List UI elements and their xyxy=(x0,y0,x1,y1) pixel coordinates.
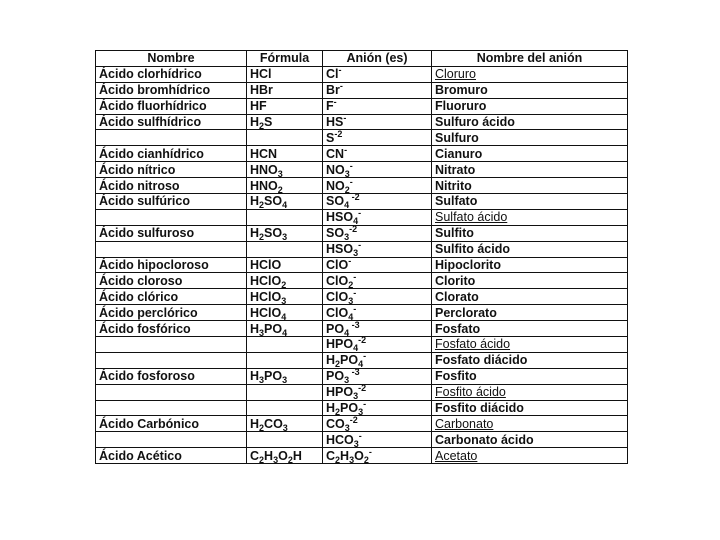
table-row xyxy=(96,273,628,289)
anion-name-text: Sulfato xyxy=(435,194,478,209)
subscript: 3 xyxy=(282,375,288,385)
table-row xyxy=(96,352,628,368)
charge-superscript: - xyxy=(358,431,362,441)
acid-name: Ácido cloroso xyxy=(96,273,247,289)
anion-formula xyxy=(323,448,432,464)
subscript: 4 xyxy=(281,311,287,321)
anion-name xyxy=(432,114,628,130)
formula-text: Br xyxy=(326,83,340,98)
acids-anions-table xyxy=(95,50,628,464)
formula-text: ClO xyxy=(326,273,349,288)
anion-name-text: Fosfato diácido xyxy=(435,353,528,368)
anion-name xyxy=(432,257,628,273)
table-row xyxy=(96,146,628,162)
anion-name xyxy=(432,368,628,384)
formula-text: C xyxy=(250,448,260,463)
formula-text: SO xyxy=(326,226,345,241)
formula-text: PO xyxy=(264,321,283,336)
table-row xyxy=(96,289,628,305)
acid-name xyxy=(96,337,247,353)
anion-name-text: Fosfito ácido xyxy=(435,385,506,400)
subscript: 2 xyxy=(281,279,287,289)
anion-formula xyxy=(323,82,432,98)
charge-superscript: - xyxy=(363,400,367,410)
formula-text: HClO xyxy=(250,258,282,273)
table-row xyxy=(96,416,628,432)
table-row xyxy=(96,130,628,146)
acid-name xyxy=(96,209,247,225)
acid-formula xyxy=(247,257,323,273)
acid-name: Ácido clorhídrico xyxy=(96,66,247,82)
subscript: 3 xyxy=(282,422,288,432)
anion-name-text: Cianuro xyxy=(435,146,483,161)
acid-name: Ácido sulfúrico xyxy=(96,194,247,210)
table-row xyxy=(96,448,628,464)
anion-name xyxy=(432,352,628,368)
formula-text: C xyxy=(326,448,336,463)
formula-text: SO xyxy=(264,226,283,241)
anion-name-text: Nitrito xyxy=(435,178,472,193)
charge-superscript: - xyxy=(353,272,357,282)
acid-name: Ácido perclórico xyxy=(96,305,247,321)
anion-name xyxy=(432,146,628,162)
subscript: 3 xyxy=(348,295,354,305)
anion-name xyxy=(432,241,628,257)
acid-name: Ácido nítrico xyxy=(96,162,247,178)
formula-text: CO xyxy=(326,416,345,431)
acid-formula xyxy=(247,66,323,82)
acid-formula xyxy=(247,178,323,194)
acid-name: Ácido sulfuroso xyxy=(96,225,247,241)
subscript: 4 xyxy=(344,327,350,337)
table-row xyxy=(96,337,628,353)
table-row xyxy=(96,98,628,114)
anion-name xyxy=(432,82,628,98)
acid-name xyxy=(96,130,247,146)
formula-text: HSO xyxy=(326,242,354,257)
anion-name-text: Acetato xyxy=(435,448,478,463)
formula-text: CO xyxy=(264,416,283,431)
table-row xyxy=(96,162,628,178)
acid-formula xyxy=(247,82,323,98)
subscript: 3 xyxy=(353,248,359,258)
formula-text: H xyxy=(250,226,260,241)
formula-text: H xyxy=(250,194,260,209)
subscript: 4 xyxy=(353,216,359,226)
charge-superscript: - xyxy=(338,66,342,76)
formula-text: Cl xyxy=(326,67,339,82)
acid-name: Ácido fosfórico xyxy=(96,321,247,337)
anion-name-text: Perclorato xyxy=(435,305,497,320)
subscript: 4 xyxy=(282,200,288,210)
header-row xyxy=(96,51,628,67)
anion-name xyxy=(432,321,628,337)
anion-name xyxy=(432,98,628,114)
anion-formula xyxy=(323,178,432,194)
subscript: 2 xyxy=(335,454,341,464)
table-row xyxy=(96,209,628,225)
charge-superscript: -2 xyxy=(358,336,367,346)
subscript: 2 xyxy=(348,279,354,289)
formula-text: HF xyxy=(250,99,267,114)
subscript: 2 xyxy=(259,232,265,242)
anion-formula xyxy=(323,400,432,416)
charge-superscript: - xyxy=(349,161,353,171)
anion-name-text: Hipoclorito xyxy=(435,258,501,273)
anion-name-text: Clorato xyxy=(435,289,479,304)
subscript: 2 xyxy=(363,454,369,464)
anion-name-text: Fosfato ácido xyxy=(435,337,511,352)
anion-name xyxy=(432,448,628,464)
acid-formula xyxy=(247,146,323,162)
formula-text: H xyxy=(250,369,260,384)
acid-formula xyxy=(247,225,323,241)
formula-text: H xyxy=(340,448,350,463)
formula-text: PO xyxy=(326,369,345,384)
header-nombre-anion: Nombre del anión xyxy=(432,51,628,67)
acid-formula xyxy=(247,352,323,368)
table-row xyxy=(96,257,628,273)
formula-text: HS xyxy=(326,115,344,129)
subscript: 3 xyxy=(273,454,279,464)
anion-formula xyxy=(323,337,432,353)
formula-text: HClO xyxy=(250,289,282,304)
anion-formula xyxy=(323,98,432,114)
charge-superscript: -2 xyxy=(358,384,367,394)
formula-text: PO xyxy=(340,353,359,368)
table-row xyxy=(96,368,628,384)
formula-text: HNO xyxy=(250,178,278,193)
anion-name xyxy=(432,305,628,321)
acid-name: Ácido nitroso xyxy=(96,178,247,194)
charge-superscript: - xyxy=(363,352,367,362)
acid-name xyxy=(96,400,247,416)
charge-superscript: -2 xyxy=(334,129,343,139)
formula-text: PO xyxy=(340,401,359,416)
charge-superscript: -3 xyxy=(349,368,360,378)
anion-formula xyxy=(323,289,432,305)
charge-superscript: - xyxy=(348,257,352,267)
subscript: 3 xyxy=(282,232,288,242)
anion-name-text: Cloruro xyxy=(435,67,476,82)
subscript: 2 xyxy=(335,359,341,369)
anion-formula xyxy=(323,368,432,384)
table-row xyxy=(96,114,628,130)
subscript: 2 xyxy=(259,121,265,130)
acid-formula xyxy=(247,432,323,448)
acid-name: Ácido Carbónico xyxy=(96,416,247,432)
acid-name: Ácido cianhídrico xyxy=(96,146,247,162)
subscript: 3 xyxy=(277,168,283,178)
anion-name xyxy=(432,130,628,146)
anion-formula xyxy=(323,321,432,337)
acid-formula xyxy=(247,162,323,178)
charge-superscript: - xyxy=(333,98,337,108)
acid-name: Ácido fluorhídrico xyxy=(96,98,247,114)
formula-text: F xyxy=(326,99,334,114)
anion-name xyxy=(432,400,628,416)
charge-superscript: - xyxy=(368,447,372,457)
acid-formula xyxy=(247,98,323,114)
anion-formula xyxy=(323,209,432,225)
subscript: 2 xyxy=(344,184,350,194)
charge-superscript: - xyxy=(344,145,348,155)
formula-text: HCN xyxy=(250,146,278,161)
anion-name-text: Bromuro xyxy=(435,83,488,98)
subscript: 3 xyxy=(358,407,364,416)
subscript: 4 xyxy=(344,200,350,210)
table-row xyxy=(96,400,628,416)
acid-formula xyxy=(247,305,323,321)
table-row xyxy=(96,305,628,321)
anion-name xyxy=(432,194,628,210)
formula-text: HPO xyxy=(326,385,354,400)
charge-superscript: -3 xyxy=(349,320,360,330)
charge-superscript: - xyxy=(353,288,357,298)
anion-name xyxy=(432,384,628,400)
acid-name xyxy=(96,241,247,257)
formula-text: PO xyxy=(264,369,283,384)
formula-text: HCO xyxy=(326,432,354,447)
acid-formula xyxy=(247,241,323,257)
subscript: 2 xyxy=(259,454,265,464)
anion-formula xyxy=(323,384,432,400)
anion-name-text: Sulfuro ácido xyxy=(435,115,515,129)
anion-name xyxy=(432,225,628,241)
charge-superscript: - xyxy=(349,177,353,187)
formula-text: HCl xyxy=(250,67,272,82)
formula-text: O xyxy=(278,448,288,463)
formula-text: S xyxy=(326,130,335,145)
formula-text: H xyxy=(264,448,274,463)
subscript: 2 xyxy=(335,407,341,416)
subscript: 3 xyxy=(281,295,287,305)
acid-formula xyxy=(247,194,323,210)
subscript: 4 xyxy=(282,327,288,337)
acid-formula xyxy=(247,273,323,289)
acid-name: Ácido clórico xyxy=(96,289,247,305)
header-nombre: Nombre xyxy=(96,51,247,67)
acid-formula xyxy=(247,448,323,464)
formula-text: CN xyxy=(326,146,345,161)
acid-formula xyxy=(247,321,323,337)
anion-name xyxy=(432,289,628,305)
anion-name-text: Carbonato xyxy=(435,416,494,431)
anion-name-text: Fosfito diácido xyxy=(435,401,524,416)
acid-name xyxy=(96,352,247,368)
acid-formula xyxy=(247,400,323,416)
anion-name-text: Sulfato ácido xyxy=(435,210,508,225)
acid-formula xyxy=(247,209,323,225)
acid-name: Ácido hipocloroso xyxy=(96,257,247,273)
formula-text: ClO xyxy=(326,258,349,273)
table-row xyxy=(96,178,628,194)
anion-name-text: Sulfito xyxy=(435,226,474,241)
subscript: 2 xyxy=(259,422,265,432)
formula-text: HClO xyxy=(250,273,282,288)
table-row xyxy=(96,66,628,82)
formula-text: H xyxy=(326,353,336,368)
acid-name xyxy=(96,384,247,400)
header-anion: Anión (es) xyxy=(323,51,432,67)
anion-name-text: Fluoruro xyxy=(435,99,487,114)
charge-superscript: -2 xyxy=(349,415,358,425)
subscript: 3 xyxy=(353,391,359,401)
subscript: 2 xyxy=(277,184,283,194)
acid-formula xyxy=(247,337,323,353)
formula-text: H xyxy=(250,115,260,129)
anion-name xyxy=(432,337,628,353)
subscript: 4 xyxy=(348,311,354,321)
anion-formula xyxy=(323,432,432,448)
acid-formula xyxy=(247,368,323,384)
anion-formula xyxy=(323,130,432,146)
charge-superscript: -2 xyxy=(349,225,358,235)
anion-formula xyxy=(323,416,432,432)
table-body xyxy=(96,66,628,463)
table-row xyxy=(96,225,628,241)
anion-formula xyxy=(323,225,432,241)
anion-name-text: Sulfito ácido xyxy=(435,242,510,257)
formula-text: SO xyxy=(264,194,283,209)
formula-text: H xyxy=(250,321,260,336)
acid-name xyxy=(96,432,247,448)
anion-name xyxy=(432,416,628,432)
formula-text: NO xyxy=(326,162,345,177)
acid-formula xyxy=(247,289,323,305)
subscript: 4 xyxy=(353,343,359,353)
anion-formula xyxy=(323,273,432,289)
charge-superscript: - xyxy=(339,82,343,92)
charge-superscript: - xyxy=(353,304,357,314)
anion-name xyxy=(432,178,628,194)
subscript: 3 xyxy=(349,454,355,464)
subscript: 3 xyxy=(344,232,350,242)
formula-text: NO xyxy=(326,178,345,193)
anion-name xyxy=(432,162,628,178)
subscript: 3 xyxy=(259,375,265,385)
charge-superscript: - xyxy=(358,209,362,219)
anion-formula xyxy=(323,257,432,273)
acid-name: Ácido fosforoso xyxy=(96,368,247,384)
anion-name-text: Carbonato ácido xyxy=(435,432,534,447)
table-row xyxy=(96,241,628,257)
formula-text: SO xyxy=(326,194,345,209)
formula-text: O xyxy=(354,448,364,463)
table-row xyxy=(96,384,628,400)
subscript: 3 xyxy=(353,438,359,448)
anion-name-text: Fosfato xyxy=(435,321,481,336)
table-row xyxy=(96,194,628,210)
subscript: 3 xyxy=(344,168,350,178)
acid-formula xyxy=(247,114,323,130)
subscript: 2 xyxy=(287,454,293,464)
table-row xyxy=(96,432,628,448)
anion-formula xyxy=(323,66,432,82)
anion-formula xyxy=(323,352,432,368)
anion-formula xyxy=(323,194,432,210)
charge-superscript: -2 xyxy=(349,193,360,203)
subscript: 4 xyxy=(358,359,364,369)
acid-formula xyxy=(247,416,323,432)
anion-name xyxy=(432,66,628,82)
anion-formula xyxy=(323,241,432,257)
subscript: 3 xyxy=(259,327,265,337)
subscript: 3 xyxy=(344,422,350,432)
formula-text: HPO xyxy=(326,337,354,352)
table-row xyxy=(96,321,628,337)
formula-text: H xyxy=(250,416,260,431)
acid-formula xyxy=(247,384,323,400)
anion-formula xyxy=(323,305,432,321)
anion-name xyxy=(432,209,628,225)
acid-name: Ácido sulfhídrico xyxy=(96,114,247,130)
anion-name xyxy=(432,273,628,289)
anion-name-text: Sulfuro xyxy=(435,130,479,145)
anion-name-text: Fosfito xyxy=(435,369,477,384)
subscript: 3 xyxy=(344,375,350,385)
formula-text: HSO xyxy=(326,210,354,225)
subscript: 2 xyxy=(259,200,265,210)
header-formula: Fórmula xyxy=(247,51,323,67)
table-row xyxy=(96,82,628,98)
formula-text: PO xyxy=(326,321,345,336)
formula-text: HNO xyxy=(250,162,278,177)
formula-text: H xyxy=(326,401,336,416)
anion-name-text: Nitrato xyxy=(435,162,476,177)
anion-formula xyxy=(323,162,432,178)
formula-text: H xyxy=(292,448,302,463)
anion-name-text: Clorito xyxy=(435,273,476,288)
formula-text: ClO xyxy=(326,289,349,304)
acid-formula xyxy=(247,130,323,146)
formula-text: S xyxy=(264,115,273,129)
anion-name xyxy=(432,432,628,448)
charge-superscript: - xyxy=(358,241,362,251)
formula-text: ClO xyxy=(326,305,349,320)
acid-name: Ácido Acético xyxy=(96,448,247,464)
formula-text: HBr xyxy=(250,83,273,98)
anion-formula xyxy=(323,114,432,130)
anion-formula xyxy=(323,146,432,162)
acid-name: Ácido bromhídrico xyxy=(96,82,247,98)
formula-text: HClO xyxy=(250,305,282,320)
charge-superscript: - xyxy=(343,114,347,123)
